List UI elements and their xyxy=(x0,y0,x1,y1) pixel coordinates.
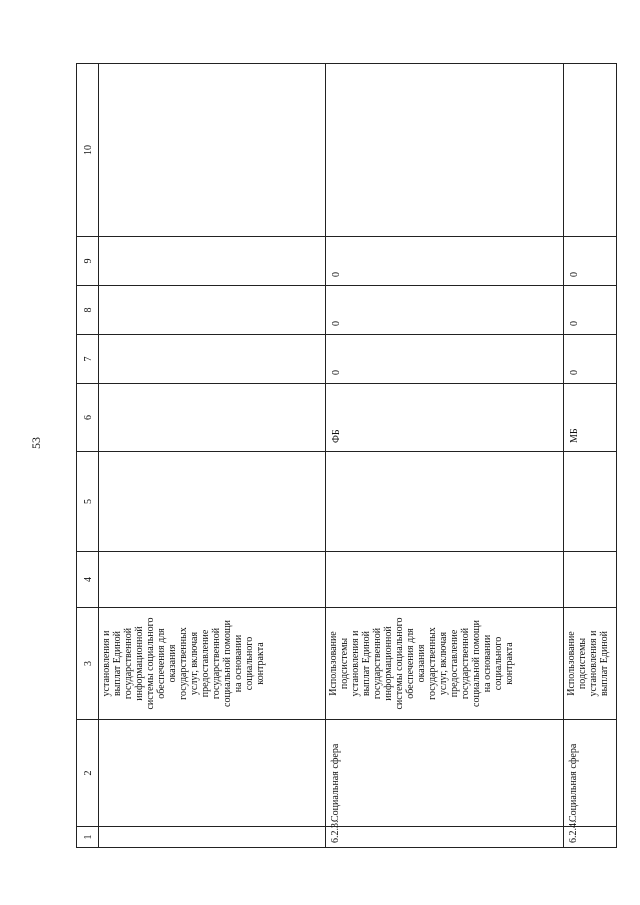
description-cell xyxy=(564,608,617,720)
column-header: 10 xyxy=(77,64,99,237)
cell-col10 xyxy=(326,64,564,237)
table-row xyxy=(564,64,617,848)
description-line: оказания xyxy=(167,644,178,683)
value-cell: 0 xyxy=(564,335,617,384)
description-line: выплат Единой xyxy=(599,630,610,697)
description-line: социальной помощи xyxy=(222,620,233,707)
column-header: 2 xyxy=(77,720,99,827)
value-cell: 0 xyxy=(564,286,617,335)
value-cell xyxy=(99,286,326,335)
description-line: предоставление xyxy=(200,629,211,698)
cell-col5 xyxy=(326,452,564,552)
financing-table xyxy=(76,63,617,848)
description-line: государственной xyxy=(123,627,134,700)
column-header: 9 xyxy=(77,237,99,286)
description-line: услуг, включая xyxy=(438,631,449,696)
description-line: контракта xyxy=(504,642,515,685)
cell-col5 xyxy=(99,452,326,552)
row-number: 6.2.3. xyxy=(326,827,564,848)
table-header-row xyxy=(77,64,99,848)
description-line: выплат Единой xyxy=(112,630,123,697)
row-number: 6.2.4. xyxy=(564,827,617,848)
description-line: Использование xyxy=(566,631,577,696)
cell-col5 xyxy=(564,452,617,552)
value-cell: 0 xyxy=(564,237,617,286)
description-line: системы социального xyxy=(394,617,405,710)
sphere-cell: Социальная сфера xyxy=(326,720,564,827)
description-line: государственных xyxy=(178,627,189,700)
cell-col4 xyxy=(326,552,564,608)
funding-source-cell: МБ xyxy=(564,384,617,452)
column-header: 6 xyxy=(77,384,99,452)
description-line: информационной xyxy=(134,626,145,701)
description-line: обеспечения для xyxy=(156,628,167,699)
description-line: социального xyxy=(244,636,255,691)
description-line: подсистемы xyxy=(577,637,588,690)
cell-col4 xyxy=(99,552,326,608)
description-line: услуг, включая xyxy=(189,631,200,696)
description-cell xyxy=(326,608,564,720)
row-number xyxy=(99,827,326,848)
description-line: социального xyxy=(493,636,504,691)
description-line: установления и xyxy=(350,630,361,697)
funding-source-cell xyxy=(99,384,326,452)
description-line: оказания xyxy=(416,644,427,683)
column-header: 5 xyxy=(77,452,99,552)
value-cell xyxy=(99,335,326,384)
description-line: подсистемы xyxy=(339,637,350,690)
column-header: 7 xyxy=(77,335,99,384)
sphere-cell xyxy=(99,720,326,827)
value-cell: 0 xyxy=(326,237,564,286)
column-header: 3 xyxy=(77,608,99,720)
description-line: на основании xyxy=(482,634,493,693)
description-line: обеспечения для xyxy=(405,628,416,699)
cell-col10 xyxy=(99,64,326,237)
description-line: государственных xyxy=(427,627,438,700)
description-line: предоставление xyxy=(449,629,460,698)
value-cell xyxy=(99,237,326,286)
description-line: информационной xyxy=(383,626,394,701)
column-header: 8 xyxy=(77,286,99,335)
page-number: 53 xyxy=(29,437,43,449)
column-header: 4 xyxy=(77,552,99,608)
description-cell xyxy=(99,608,326,720)
table-container xyxy=(76,64,610,848)
sphere-cell: Социальная сфера xyxy=(564,720,617,827)
description-line: Использование xyxy=(328,631,339,696)
description-line: государственной xyxy=(460,627,471,700)
description-line: государственной xyxy=(211,627,222,700)
description-line: на основании xyxy=(233,634,244,693)
cell-col10 xyxy=(564,64,617,237)
description-line: выплат Единой xyxy=(361,630,372,697)
value-cell: 0 xyxy=(326,335,564,384)
table-row xyxy=(99,64,326,848)
description-line: установления и xyxy=(101,630,112,697)
description-line: установления и xyxy=(588,630,599,697)
description-line: контракта xyxy=(255,642,266,685)
table-row xyxy=(326,64,564,848)
funding-source-cell: ФБ xyxy=(326,384,564,452)
value-cell: 0 xyxy=(326,286,564,335)
column-header: 1 xyxy=(77,827,99,848)
description-line: системы социального xyxy=(145,617,156,710)
cell-col4 xyxy=(564,552,617,608)
description-line: государственной xyxy=(372,627,383,700)
description-line: социальной помощи xyxy=(471,620,482,707)
